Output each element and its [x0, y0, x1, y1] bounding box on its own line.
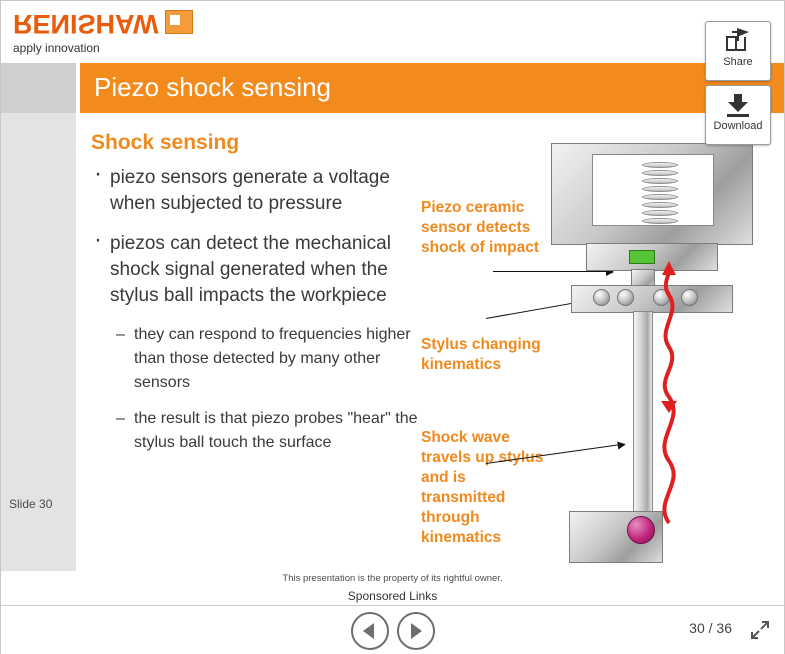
download-button[interactable]: [705, 85, 771, 145]
spring-coil: [642, 162, 676, 224]
slide-title: Piezo shock sensing: [94, 72, 332, 102]
annotation-stylus-kinematics: Stylus changing kinematics: [421, 336, 541, 373]
left-rail-grey-band: [1, 63, 76, 113]
slide-nav-group: [351, 612, 435, 650]
next-slide-button[interactable]: [397, 612, 435, 650]
share-icon: [723, 28, 753, 54]
sub-bullet-item: – the result is that piezo probes "hear" the stylus ball touch the surface: [116, 407, 438, 455]
kinematic-ball-center-left: [617, 289, 634, 306]
player-control-bar: [1, 605, 784, 654]
logo-wordmark: RENISHAW: [13, 9, 159, 39]
renishaw-logo: [13, 9, 233, 57]
page-counter: 30 / 36: [689, 620, 732, 636]
slide-number-label: Slide 30: [9, 497, 53, 511]
slide-subtitle: Shock sensing: [91, 131, 240, 154]
slide-title-band: [76, 63, 784, 113]
logo-tagline: apply innovation: [13, 41, 100, 55]
kinematic-ball-left: [593, 289, 610, 306]
annotation-piezo-sensor: Piezo ceramic sensor detects shock of impact: [421, 199, 539, 256]
piezo-probe-cross-section-diagram: [531, 133, 771, 573]
next-slide-icon: [411, 623, 422, 639]
share-button-label: Share: [723, 56, 753, 68]
previous-slide-button[interactable]: [351, 612, 389, 650]
previous-slide-icon: [363, 623, 374, 639]
fullscreen-icon[interactable]: [750, 620, 770, 640]
bullet-item: · piezos can detect the mechanical shock signal generated when the stylus ball impacts the workpiece: [88, 231, 438, 309]
probe-housing: [551, 143, 753, 245]
bullet-item: · piezo sensors generate a voltage when subjected to pressure: [88, 165, 438, 217]
share-button[interactable]: [705, 21, 771, 81]
title-band-divider: [76, 63, 80, 113]
annotation-shock-wave: Shock wave travels up stylus and is transmitted through kinematics: [421, 429, 544, 546]
sub-bullet-item: – they can respond to frequencies higher than those detected by many other sensors: [116, 323, 438, 395]
property-note: This presentation is the property of its rightful owner.: [282, 573, 503, 584]
slide-left-rail: [1, 1, 76, 571]
shock-wave-path: [649, 261, 689, 529]
sponsored-links-label: Sponsored Links: [347, 589, 438, 603]
renishaw-logo-mark-icon: [165, 10, 193, 34]
download-icon: [723, 92, 753, 118]
bullet-list: [88, 165, 438, 467]
slide-canvas: [1, 1, 784, 584]
download-button-label: Download: [713, 120, 763, 132]
slide-content: [76, 113, 784, 571]
